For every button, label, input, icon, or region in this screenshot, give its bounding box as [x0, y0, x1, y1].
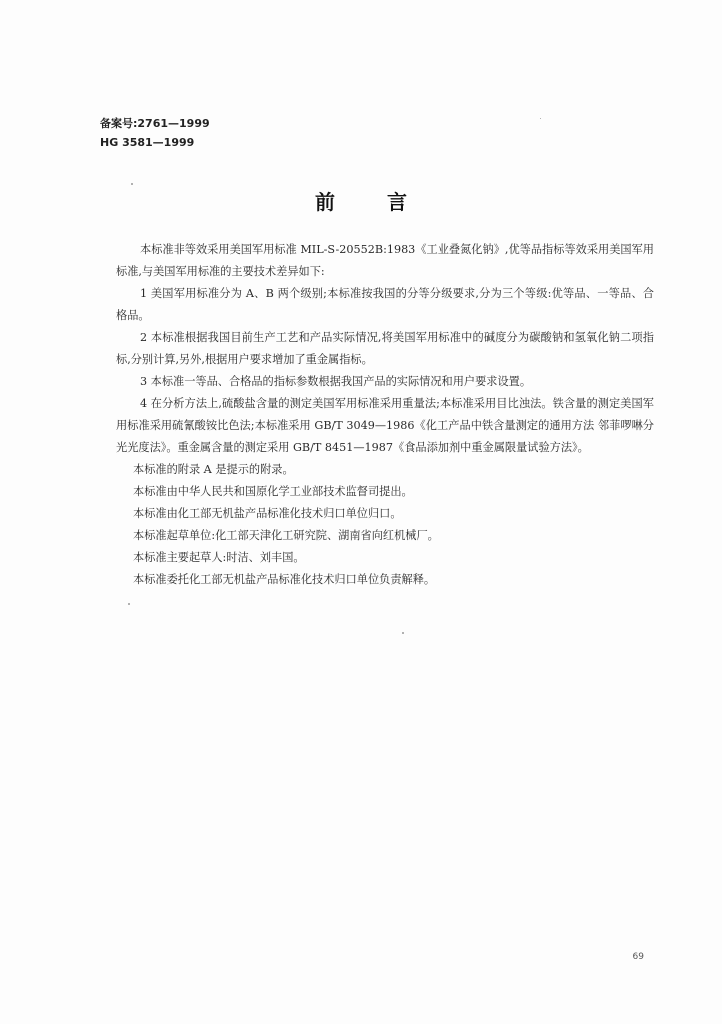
page-number: 69: [632, 952, 644, 962]
document-header: [100, 114, 210, 152]
foreword-paragraph: 1 美国军用标准分为 A、B 两个级别;本标准按我国的分等分级要求,分为三个等级:优等品、一等品、合格品。: [116, 287, 654, 322]
foreword-body: [116, 239, 654, 591]
foreword-note: 本标准的附录 A 是提示的附录。: [133, 463, 294, 476]
foreword-note: 本标准主要起草人:时洁、刘丰国。: [133, 551, 305, 564]
foreword-paragraph: 2 本标准根据我国目前生产工艺和产品实际情况,将美国军用标准中的碱度分为碳酸钠和氢氧化钠二项指标,分别计算,另外,根据用户要求增加了重金属指标。: [116, 331, 654, 366]
scan-speck: [540, 118, 541, 119]
scan-speck: [402, 632, 404, 634]
filing-number: 备案号:2761—1999: [100, 117, 210, 130]
foreword-paragraph: 本标准非等效采用美国军用标准 MIL-S-20552B:1983《工业叠氮化钠》,优等品指标等效采用美国军用标准,与美国军用标准的主要技术差异如下:: [116, 243, 654, 278]
foreword-paragraph: 4 在分析方法上,硫酸盐含量的测定美国军用标准采用重量法;本标准采用目比浊法。铁含量的测定美国军用标准采用硫氰酸铵比色法;本标准采用 GB/T 3049—1986《化工产品中铁含量测定的通用方法 邻菲啰啉分光光度法》。重金属含量的测定采用 GB/T 8451—1987《食品添加剂中重金属限量试验方法》。: [116, 397, 654, 454]
foreword-note: 本标准由化工部无机盐产品标准化技术归口单位归口。: [133, 507, 402, 520]
page-title: 前言: [315, 190, 459, 214]
scan-speck: [128, 603, 130, 605]
scan-speck: [131, 183, 133, 185]
standard-code: HG 3581—1999: [100, 136, 195, 149]
foreword-note: 本标准起草单位:化工部天津化工研究院、湖南省向红机械厂。: [133, 529, 439, 542]
foreword-paragraph: 3 本标准一等品、合格品的指标参数根据我国产品的实际情况和用户要求设置。: [140, 375, 532, 388]
foreword-note: 本标准由中华人民共和国原化学工业部技术监督司提出。: [133, 485, 413, 498]
foreword-note: 本标准委托化工部无机盐产品标准化技术归口单位负责解释。: [133, 573, 436, 586]
